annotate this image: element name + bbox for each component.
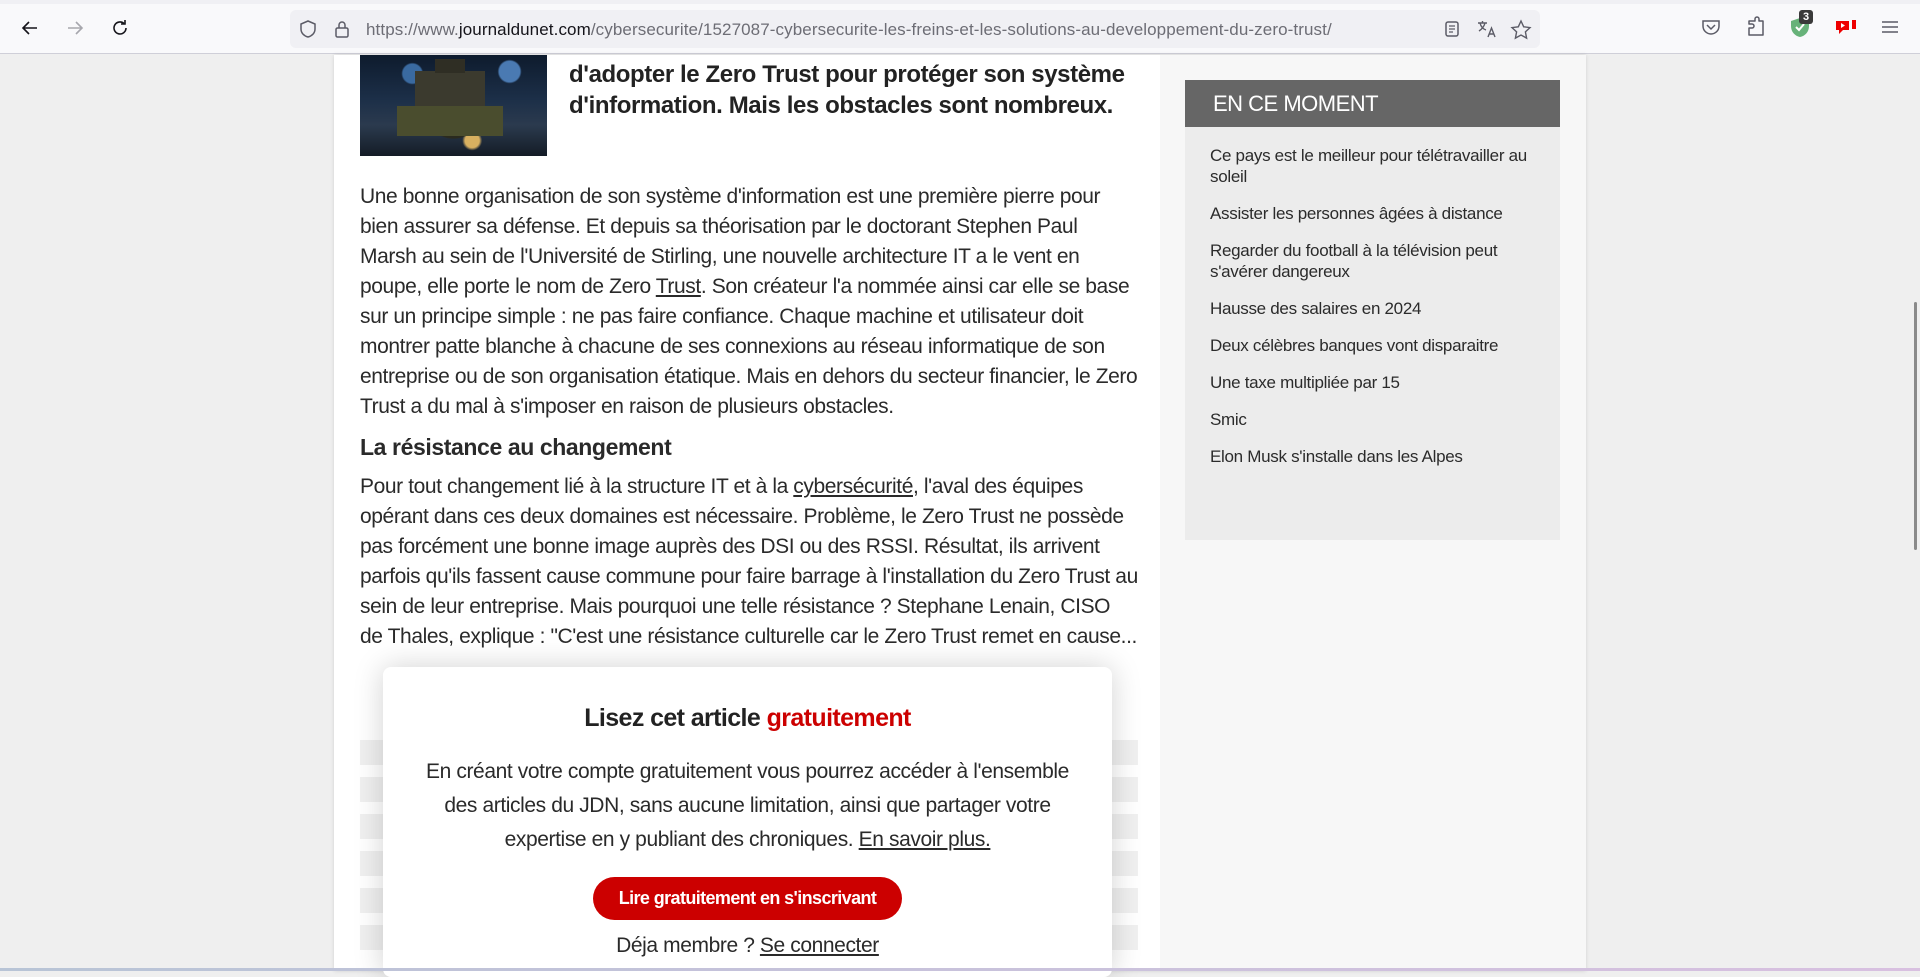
page-scrollbar[interactable] [1914,302,1917,550]
castle-illustration [415,71,485,126]
url-text[interactable] [366,20,1332,40]
url-host: journaldunet.com [458,20,591,39]
learn-more-link[interactable]: En savoir plus. [858,828,991,851]
forward-icon [65,18,85,38]
login-prompt [383,934,1112,958]
extensions-icon [1745,16,1767,38]
paragraph-1 [360,182,1138,422]
trust-link[interactable]: Trust [655,275,701,298]
translate-icon[interactable] [1476,19,1496,39]
adguard-extension-button[interactable] [1788,11,1812,39]
video-extension-icon [1834,17,1858,37]
reload-icon [110,18,130,38]
tracking-shield-icon[interactable] [298,19,318,39]
modal-title-prefix: Lisez cet article [584,704,767,732]
lock-icon[interactable] [332,19,352,39]
back-icon [20,18,40,38]
extension-badge: 3 [1799,10,1813,24]
browser-toolbar [0,0,1920,54]
signup-paywall-modal [383,667,1112,977]
url-prefix: https://www. [366,20,459,39]
bookmark-star-icon[interactable] [1510,19,1530,39]
pocket-icon [1700,17,1722,37]
trending-item[interactable]: Elon Musk s'installe dans les Alpes [1210,447,1463,466]
pocket-button[interactable] [1699,15,1723,39]
article-body [360,182,1138,662]
section-heading: La résistance au changement [360,434,672,460]
trending-sidebar [1185,80,1560,540]
trending-item[interactable]: Assister les personnes âgées à distance [1210,204,1503,223]
menu-icon [1881,19,1899,35]
tab-strip-edge [0,0,1920,4]
reload-button[interactable] [105,13,135,43]
forward-button[interactable] [60,13,90,43]
trending-item[interactable]: Hausse des salaires en 2024 [1210,299,1422,318]
article-image [360,55,547,156]
cybersecurite-link[interactable]: cybersécurité [793,475,913,498]
trending-list [1185,127,1560,467]
trending-item[interactable]: Regarder du football à la télévision peut s'avérer dangereux [1210,241,1498,281]
article-lead [569,59,1129,121]
url-path: /cybersecurite/1527087-cybersecurite-les-freins-et-les-solutions-au-developpement-du-zero-trust/ [590,20,1332,39]
modal-title-accent: gratuitement [766,704,911,732]
app-menu-button[interactable] [1878,15,1902,39]
trending-item[interactable]: Ce pays est le meilleur pour télétravailler au soleil [1210,146,1527,186]
signup-button[interactable]: Lire gratuitement en s'inscrivant [593,877,903,920]
address-bar[interactable] [290,10,1540,48]
trending-item[interactable]: Deux célèbres banques vont disparaitre [1210,336,1499,355]
video-extension-button[interactable] [1834,15,1858,39]
lead-line-2: d'information. Mais les obstacles sont nombreux. [569,92,1113,119]
sidebar-title: EN CE MOMENT [1185,80,1560,127]
reader-view-icon[interactable] [1442,19,1462,39]
modal-description [408,755,1088,857]
trending-item[interactable]: Une taxe multipliée par 15 [1210,373,1400,392]
login-link[interactable]: Se connecter [759,934,879,957]
login-prefix: Déja membre ? [616,934,760,957]
paragraph-text: Une bonne organisation de son système d'information est une première pierre pour bien assurer sa défense. Et depuis sa théorisation par le doctorant Stephen Paul Marsh au sein de l'Université de Stirling, une nouvelle architecture IT a le vent en poupe, elle porte le nom de Zero [360,185,1101,298]
extensions-button[interactable] [1744,15,1768,39]
modal-text: En créant votre compte gratuitement vous pourrez accéder à l'ensemble des articles du JDN, sans aucune limitation, ainsi que partager votre expertise en y publiant des chroniques. [426,760,1069,851]
trending-item[interactable]: Smic [1210,410,1247,429]
paragraph-text: . Son créateur l'a nommée ainsi car elle se base sur un principe simple : ne pas faire confiance. Chaque machine et utilisateur doit montrer patte blanche à chacune de ses connexions au réseau informatique de son entreprise ou de son organisation étatique. Mais en dehors du secteur financier, le Zero Trust a du mal à s'imposer en raison de plusieurs obstacles. [360,275,1138,418]
paragraph-text: Pour tout changement lié à la structure IT et à la [360,475,794,498]
back-button[interactable] [15,13,45,43]
paragraph-2 [360,472,1138,652]
lead-line-1: d'adopter le Zero Trust pour protéger son système [569,61,1125,88]
modal-title [383,704,1112,733]
paragraph-text: , l'aval des équipes opérant dans ces deux domaines est nécessaire. Problème, le Zero Trust ne possède pas forcément une bonne image auprès des DSI ou des RSSI. Résultat, ils arrivent parfois qu'ils fassent cause commune pour faire barrage à l'installation du Zero Trust au sein de leur entreprise. Mais pourquoi une telle résistance ? Stephane Lenain, CISO de Thales, explique : "C'est une résistance culturelle car le Zero Trust remet en cause... [360,475,1138,648]
